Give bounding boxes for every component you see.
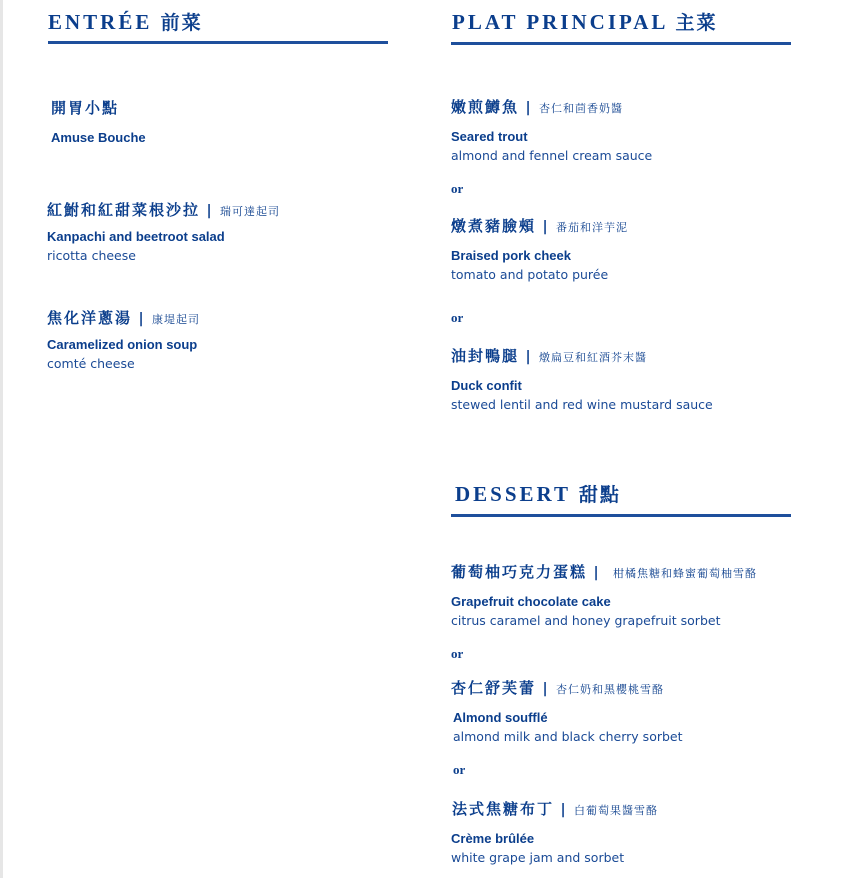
item-en-desc: ricotta cheese (47, 248, 136, 263)
dessert-title (455, 480, 621, 507)
entree-title (48, 8, 203, 35)
item-zh-desc: 杏仁奶和黑櫻桃雪酪 (556, 683, 665, 696)
page-edge (0, 0, 3, 878)
item-zh-name: 杏仁舒芙蕾 (451, 679, 537, 697)
item-en-desc: white grape jam and sorbet (451, 850, 625, 865)
item-zh-name: 嫩煎鱒魚 (451, 98, 520, 116)
item-zh-name: 開胃小點 (51, 99, 120, 117)
item-en-desc: almond milk and black cherry sorbet (453, 729, 683, 744)
item-zh-desc: 康堤起司 (152, 313, 201, 326)
item-en-name: Duck confit (451, 378, 522, 393)
dessert-title-en: DESSERT (455, 482, 571, 506)
item-zh-desc: 燉扁豆和紅酒芥末醬 (539, 351, 648, 364)
item-zh-desc: 杏仁和茴香奶醬 (539, 102, 624, 115)
item-en-desc: tomato and potato purée (451, 267, 609, 282)
item-en-desc: citrus caramel and honey grapefruit sorbet (451, 613, 721, 628)
plat-rule (451, 42, 791, 45)
menu-item-grapefruit-cake (451, 561, 757, 628)
or-divider: or (451, 646, 464, 661)
menu-item-pork-cheek (451, 215, 628, 282)
item-zh-desc: 柑橘焦糖和蜂蜜葡萄柚雪酪 (613, 567, 758, 580)
menu-item-seared-trout (451, 96, 652, 163)
dessert-rule (451, 514, 791, 517)
menu-item-duck-confit (451, 345, 713, 412)
menu-item-kanpachi-salad (47, 199, 280, 263)
entree-rule (48, 41, 388, 44)
item-en-name: Grapefruit chocolate cake (451, 594, 611, 609)
item-zh-name: 油封鴨腿 (451, 347, 520, 365)
item-en-desc: comté cheese (47, 356, 135, 371)
or-divider: or (453, 762, 466, 777)
item-en-name: Kanpachi and beetroot salad (47, 229, 225, 244)
entree-title-en: ENTRÉE (48, 10, 153, 34)
item-separator: | (560, 802, 566, 818)
item-separator: | (542, 219, 548, 235)
plat-title-en: PLAT PRINCIPAL (452, 10, 668, 34)
item-zh-desc: 番茄和洋芋泥 (556, 221, 629, 234)
item-en-name: Seared trout (451, 129, 528, 144)
item-separator: | (525, 100, 531, 116)
item-zh-name: 法式焦糖布丁 (452, 800, 555, 818)
item-en-name: Amuse Bouche (51, 130, 146, 145)
entree-title-zh: 前菜 (160, 12, 203, 34)
item-en-name: Braised pork cheek (451, 248, 571, 263)
menu-item-amuse-bouche (51, 97, 146, 145)
item-zh-desc: 白葡萄果醬雪酪 (574, 804, 659, 817)
item-zh-name: 燉煮豬臉頰 (451, 217, 537, 235)
plat-title-zh: 主菜 (675, 12, 718, 34)
item-en-name: Caramelized onion soup (47, 337, 198, 352)
item-separator: | (593, 565, 599, 581)
item-en-name: Crème brûlée (451, 831, 535, 846)
item-zh-name: 焦化洋蔥湯 (47, 309, 133, 327)
item-separator: | (206, 203, 212, 219)
menu-item-onion-soup (47, 307, 200, 371)
menu-item-almond-souffle (451, 677, 683, 744)
or-divider: or (451, 310, 464, 325)
item-separator: | (525, 349, 531, 365)
item-zh-name: 紅鮒和紅甜菜根沙拉 (47, 201, 201, 219)
menu-item-creme-brulee (452, 798, 658, 865)
dessert-title-zh: 甜點 (578, 484, 621, 506)
item-separator: | (542, 681, 548, 697)
item-en-name: Almond soufflé (453, 710, 548, 725)
plat-title (452, 8, 718, 35)
item-zh-name: 葡萄柚巧克力蛋糕 (451, 563, 588, 581)
or-divider: or (451, 181, 464, 196)
item-en-desc: stewed lentil and red wine mustard sauce (451, 397, 713, 412)
item-separator: | (138, 311, 144, 327)
item-zh-desc: 瑞可達起司 (220, 205, 281, 218)
item-en-desc: almond and fennel cream sauce (451, 148, 653, 163)
